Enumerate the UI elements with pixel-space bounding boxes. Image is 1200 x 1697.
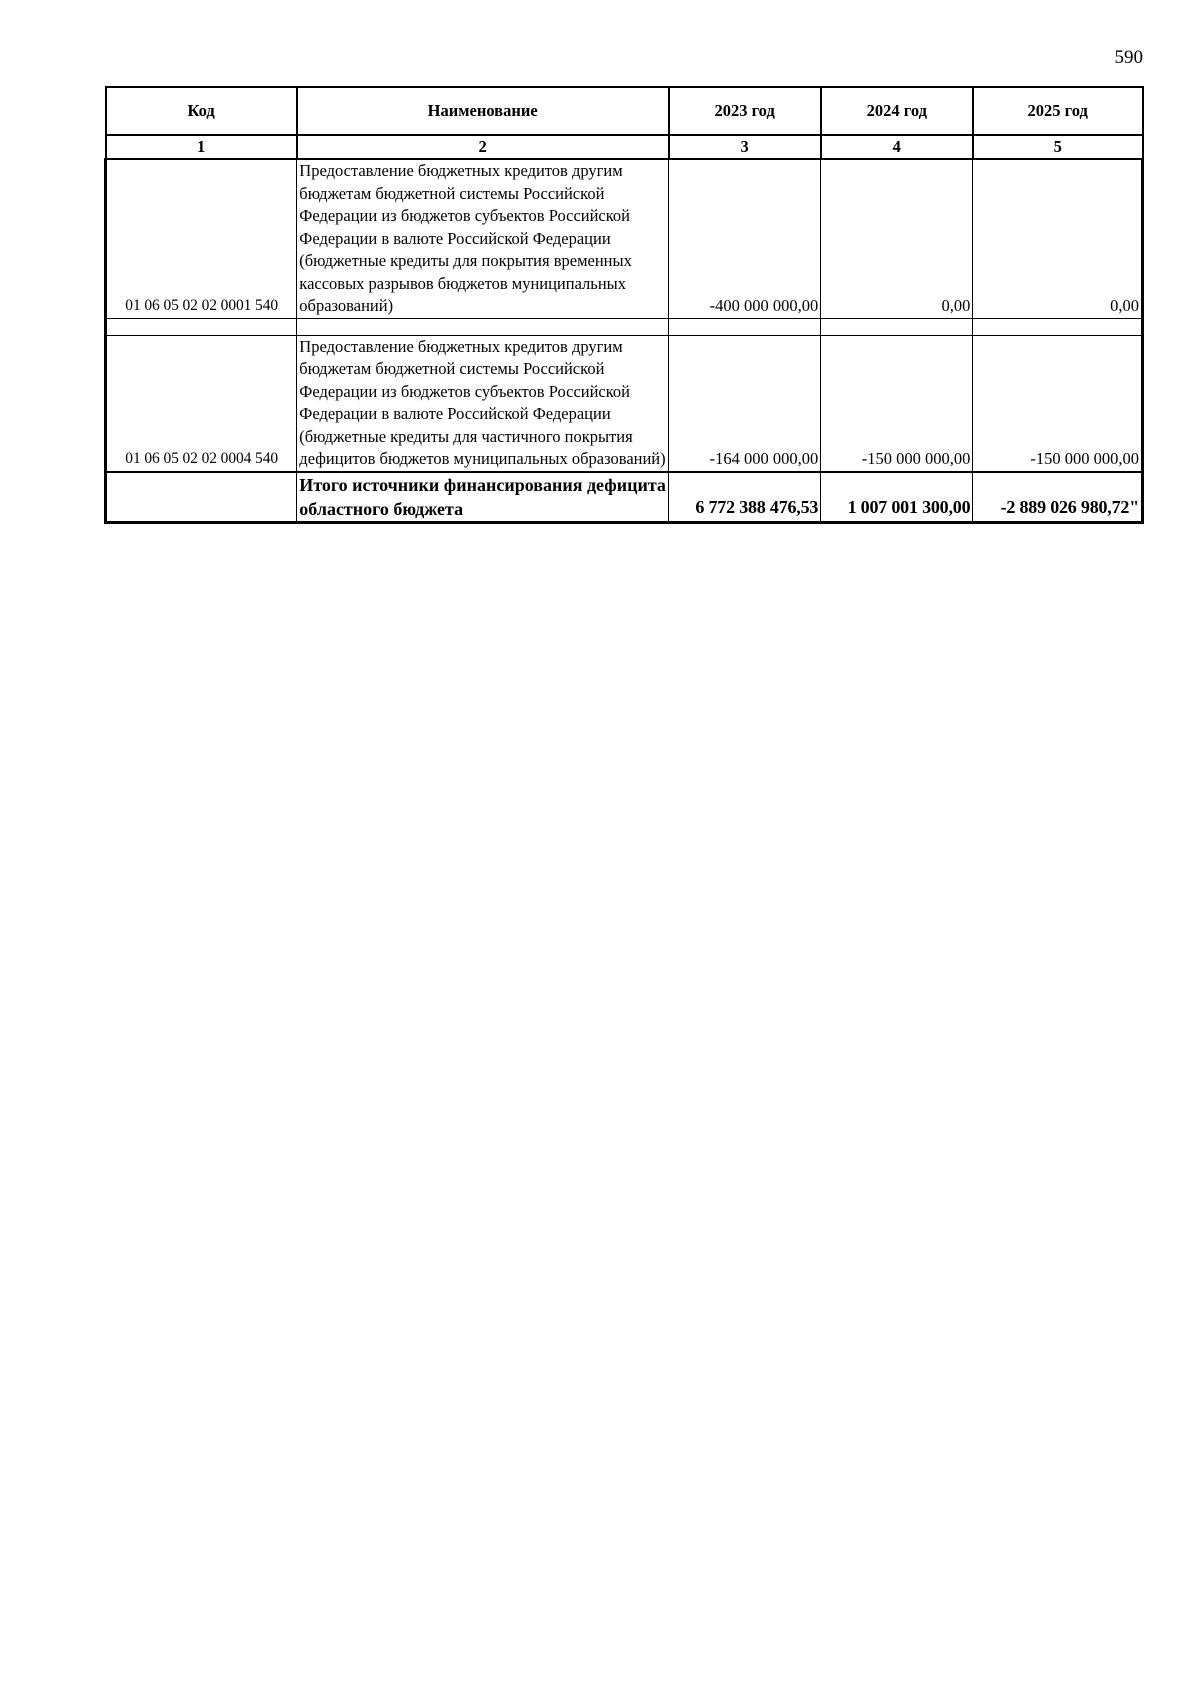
row-name: Предоставление бюджетных кредитов другим бюджетам бюджетной системы Российской Федерации из бюджетов субъектов Российской Федерации в валюте Российской Федерации (бюджетные кредиты для частичного покрытия дефицитов бюджетов муниципальных образований)	[297, 335, 669, 472]
column-numbers-row	[106, 135, 1143, 159]
header-name: Наименование	[297, 87, 669, 135]
table-header-row	[106, 87, 1143, 135]
row-amount-2025: -150 000 000,00	[973, 335, 1143, 472]
column-number-3: 3	[669, 135, 821, 159]
budget-sources-table	[104, 86, 1144, 524]
spacer-cell	[669, 318, 821, 335]
table-row	[106, 159, 1143, 318]
row-amount-2024: 0,00	[821, 159, 973, 318]
spacer-cell	[297, 318, 669, 335]
row-amount-2024: -150 000 000,00	[821, 335, 973, 472]
row-name: Предоставление бюджетных кредитов другим бюджетам бюджетной системы Российской Федерации из бюджетов субъектов Российской Федерации в валюте Российской Федерации (бюджетные кредиты для покрытия временных кассовых разрывов бюджетов муниципальных образований)	[297, 159, 669, 318]
spacer-cell	[821, 318, 973, 335]
header-2023: 2023 год	[669, 87, 821, 135]
spacer-row	[106, 318, 1143, 335]
total-row	[106, 472, 1143, 523]
table-row	[106, 335, 1143, 472]
row-code: 01 06 05 02 02 0001 540	[106, 159, 297, 318]
row-amount-2023: -400 000 000,00	[669, 159, 821, 318]
total-amount-2024: 1 007 001 300,00	[821, 472, 973, 523]
total-amount-2023: 6 772 388 476,53	[669, 472, 821, 523]
header-code: Код	[106, 87, 297, 135]
spacer-cell	[973, 318, 1143, 335]
column-number-5: 5	[973, 135, 1143, 159]
column-number-4: 4	[821, 135, 973, 159]
column-number-2: 2	[297, 135, 669, 159]
total-name: Итого источники финансирования дефицита областного бюджета	[297, 472, 669, 523]
row-amount-2023: -164 000 000,00	[669, 335, 821, 472]
header-2024: 2024 год	[821, 87, 973, 135]
column-number-1: 1	[106, 135, 297, 159]
page-number: 590	[1114, 47, 1143, 68]
total-amount-2025: -2 889 026 980,72"	[973, 472, 1143, 523]
row-code: 01 06 05 02 02 0004 540	[106, 335, 297, 472]
header-2025: 2025 год	[973, 87, 1143, 135]
total-code-cell	[106, 472, 297, 523]
spacer-cell	[106, 318, 297, 335]
row-amount-2025: 0,00	[973, 159, 1143, 318]
